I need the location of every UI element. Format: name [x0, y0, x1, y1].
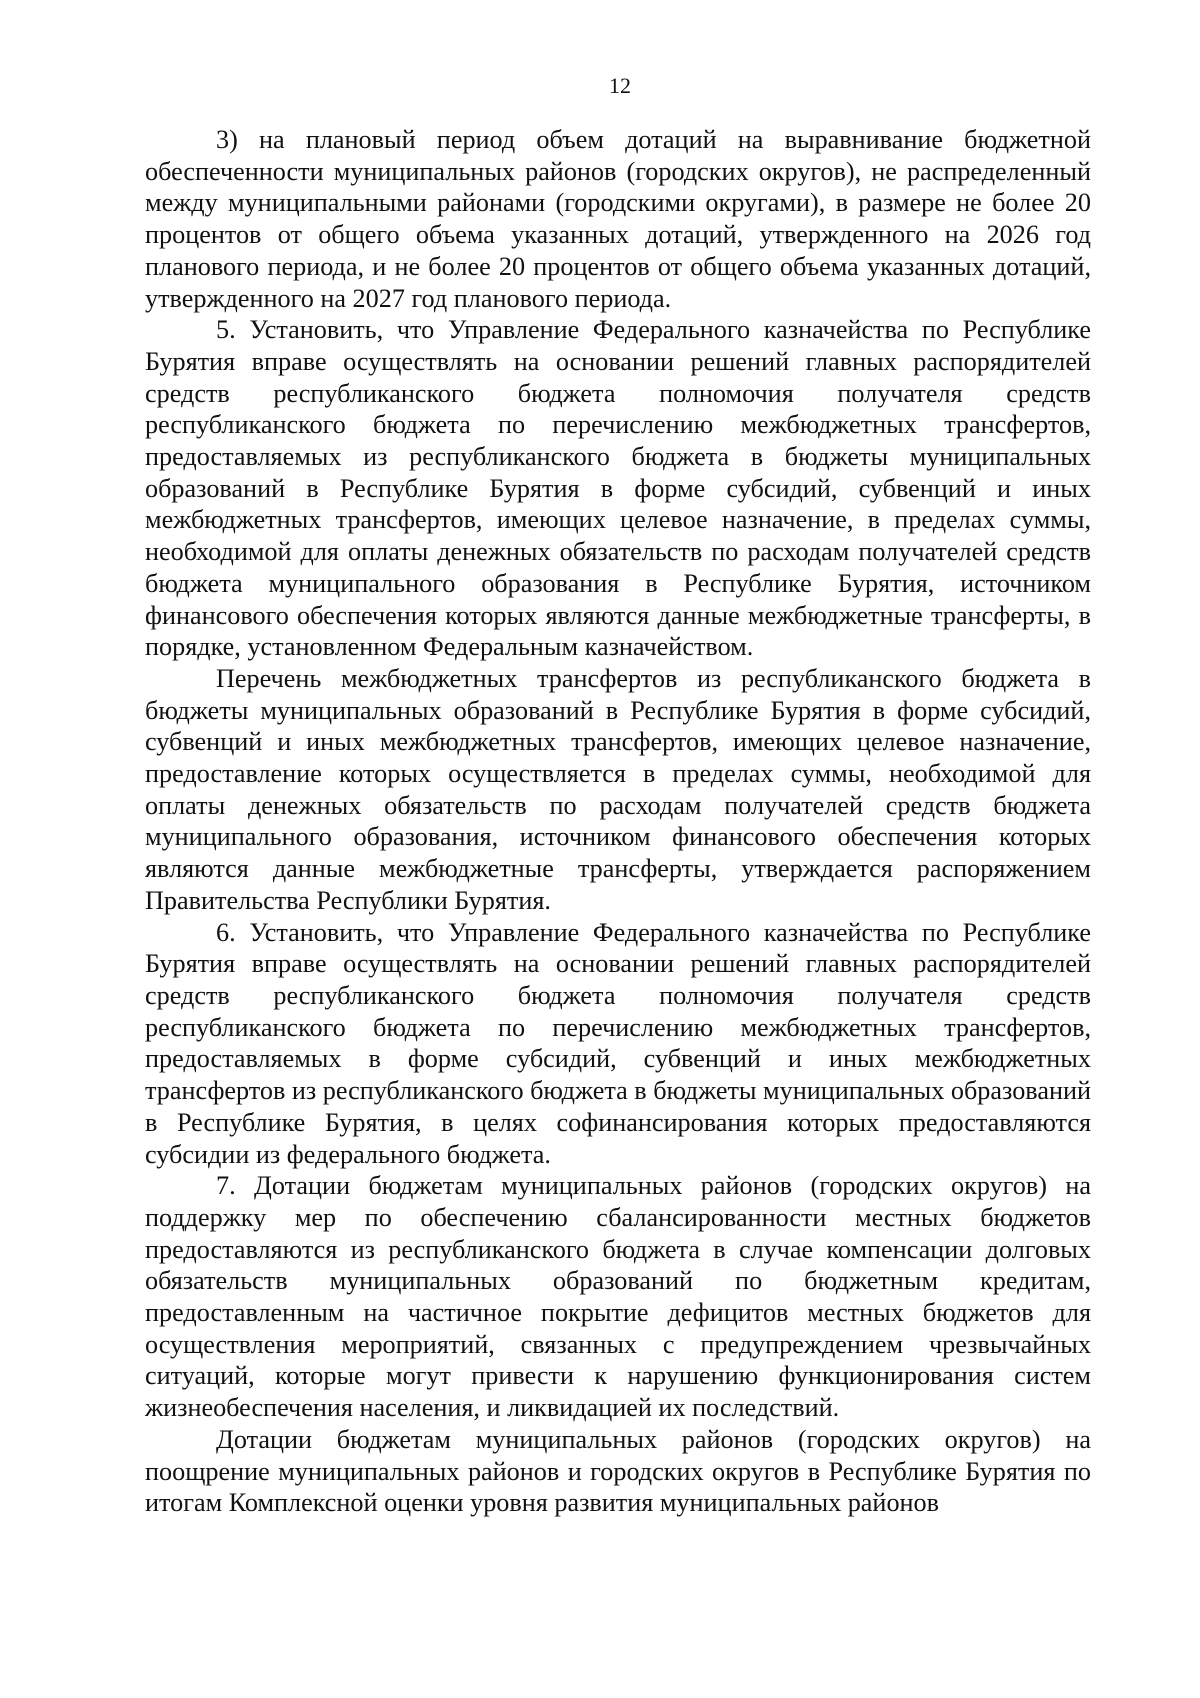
paragraph-transfers-list: Перечень межбюджетных трансфертов из республиканского бюджета в бюджеты муниципальных образований в Республике Бурятия в форме субсидий, субвенций и иных межбюджетных трансфертов, имеющих целевое назначение, предоставление которых осуществляется в пределах суммы, необходимой для оплаты денежных обязательств по расходам получателей средств бюджета муниципального образования, источником финансового обеспечения которых являются данные межбюджетные трансферты, утверждается распоряжением Правительства Республики Бурятия.	[145, 663, 1091, 915]
paragraph-clause-6: 6. Установить, что Управление Федерального казначейства по Республике Бурятия вправе осуществлять на основании решений главных распорядителей средств республиканского бюджета полномочия получателя средств республиканского бюджета по перечислению межбюджетных трансфертов, предоставляемых в форме субсидий, субвенций и иных межбюджетных трансфертов из республиканского бюджета в бюджеты муниципальных образований в Республике Бурятия, в целях софинансирования которых предоставляются субсидии из федерального бюджета.	[145, 917, 1091, 1169]
paragraph-clause-5: 5. Установить, что Управление Федерального казначейства по Республике Бурятия вправе осуществлять на основании решений главных распорядителей средств республиканского бюджета полномочия получателя средств республиканского бюджета по перечислению межбюджетных трансфертов, предоставляемых из республиканского бюджета в бюджеты муниципальных образований в Республике Бурятия в форме субсидий, субвенций и иных межбюджетных трансфертов, имеющих целевое назначение, в пределах суммы, необходимой для оплаты денежных обязательств по расходам получателей средств бюджета муниципального образования в Республике Бурятия, источником финансового обеспечения которых являются данные межбюджетные трансферты, в порядке, установленном Федеральным казначейством.	[145, 315, 1091, 662]
page-number: 12	[609, 73, 631, 98]
paragraph-incentive-grants: Дотации бюджетам муниципальных районов (городских округов) на поощрение муниципальных районов и городских округов в Республике Бурятия по итогам Комплексной оценки уровня развития муниципальных районов	[145, 1424, 1091, 1518]
document-body	[145, 124, 1091, 1519]
paragraph-clause-3: 3) на плановый период объем дотаций на выравнивание бюджетной обеспеченности муниципальных районов (городских округов), не распределенный между муниципальными районами (городскими округами), в размере не более 20 процентов от общего объема указанных дотаций, утвержденного на 2026 год планового периода, и не более 20 процентов от общего объема указанных дотаций, утвержденного на 2027 год планового периода.	[145, 125, 1091, 313]
paragraph-clause-7: 7. Дотации бюджетам муниципальных районов (городских округов) на поддержку мер по обеспечению сбалансированности местных бюджетов предоставляются из республиканского бюджета в случае компенсации долговых обязательств муниципальных образований по бюджетным кредитам, предоставленным на частичное покрытие дефицитов местных бюджетов для осуществления мероприятий, связанных с предупреждением чрезвычайных ситуаций, которые могут привести к нарушению функционирования систем жизнеобеспечения населения, и ликвидацией их последствий.	[145, 1171, 1091, 1423]
